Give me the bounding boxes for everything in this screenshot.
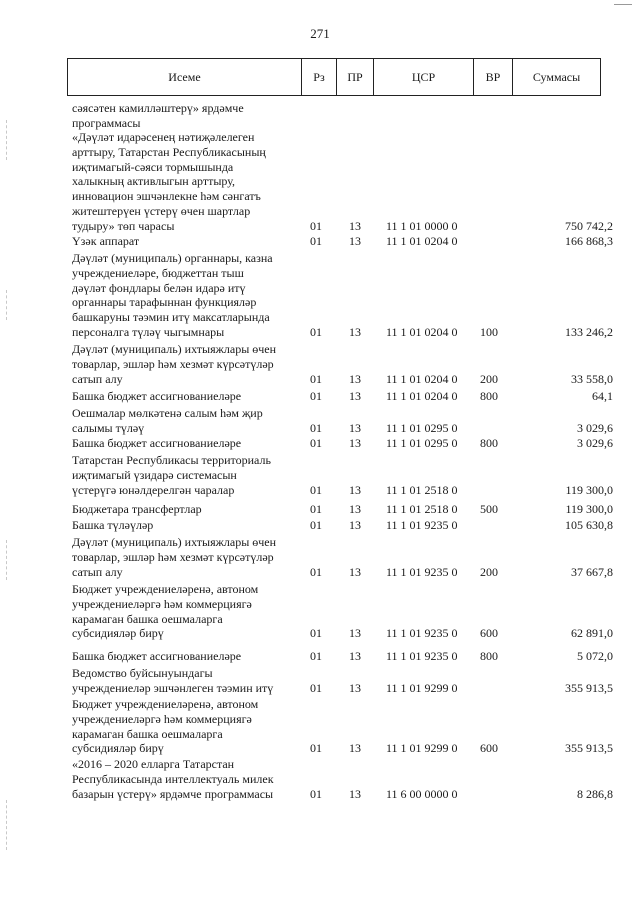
row-name-line: башкаруны тәэмин итү максатларында	[72, 310, 270, 325]
row-csr: 11 6 00 0000 0	[386, 786, 458, 801]
row-sum: 105 630,8	[565, 518, 613, 532]
row-sum: 166 868,3	[565, 234, 613, 248]
row-name-line: үстерүгә юнәлдерелгән чаралар	[72, 482, 235, 497]
row-pr: 13	[349, 626, 361, 641]
row-name-line: халыкның активлыгын арттыру,	[72, 174, 236, 189]
row-vr: 600	[480, 626, 498, 641]
row-name-line: персоналга түләү чыгымнары	[72, 324, 225, 339]
row-name-line: Республикасында интеллектуаль милек	[72, 771, 274, 786]
row-name-line: Дәүләт (муниципаль) ихтыяжлары өчен	[72, 535, 277, 549]
row-sum: 119 300,0	[565, 482, 613, 497]
row-pr: 13	[349, 218, 361, 233]
row-csr: 11 1 01 9235 0	[386, 626, 458, 641]
row-pr: 13	[349, 436, 361, 450]
row-sum: 3 029,6	[577, 420, 613, 435]
row-rz: 01	[310, 518, 322, 532]
row-name-line: сатып алу	[72, 564, 123, 579]
row-name-line: «2016 – 2020 елларга Татарстан	[72, 757, 235, 771]
row-pr: 13	[349, 649, 361, 663]
row-name	[72, 234, 291, 249]
row-rz: 01	[310, 649, 322, 663]
row-pr: 13	[349, 371, 361, 386]
row-sum: 33 558,0	[571, 371, 613, 386]
row-name	[72, 757, 291, 801]
row-name-line: «Дәүләт идарәсенең нәтиҗәлелеген	[72, 130, 255, 144]
row-vr: 200	[480, 564, 498, 579]
row-pr: 13	[349, 234, 361, 248]
row-name-line: субсидияләр бирү	[72, 626, 164, 641]
row-name-line: салымы түләү	[72, 420, 145, 435]
row-rz: 01	[310, 325, 322, 339]
row-csr: 11 1 01 0295 0	[386, 436, 458, 450]
row-pr: 13	[349, 389, 361, 403]
row-sum: 3 029,6	[577, 436, 613, 450]
header-pr: ПР	[337, 59, 374, 96]
row-name-line: иҗтимагый үзидарә системасын	[72, 467, 237, 482]
row-name	[72, 649, 291, 664]
row-name	[72, 130, 291, 234]
row-name-line: Татарстан Республикасы территориаль	[72, 453, 271, 467]
row-name-line: инновацион эшчәнлекне һәм сәнгатъ	[72, 189, 261, 204]
row-name	[72, 697, 291, 756]
row-name-line: Дәүләт (муниципаль) ихтыяжлары өчен	[72, 342, 277, 356]
row-pr: 13	[349, 564, 361, 579]
row-name-line: арттыру, Татарстан Республикасының	[72, 144, 266, 159]
row-name-line: учреждениеләргә һәм коммерциягә	[72, 596, 252, 611]
row-sum: 750 742,2	[565, 218, 613, 233]
row-name-line: Башка бюджет ассигнованиеләре	[72, 649, 242, 663]
row-pr: 13	[349, 420, 361, 435]
row-name-line: Бюджетара трансфертлар	[72, 502, 202, 516]
row-sum: 133 246,2	[565, 325, 613, 339]
row-csr: 11 1 01 0295 0	[386, 420, 458, 435]
row-name-line: Башка бюджет ассигнованиеләре	[72, 436, 242, 450]
row-pr: 13	[349, 741, 361, 756]
row-name-line: базарын үстерү» ярдәмче программасы	[72, 786, 274, 801]
row-name	[72, 666, 291, 696]
row-sum: 37 667,8	[571, 564, 613, 579]
row-name-line: Оешмалар мөлкәтенә салым һәм җир	[72, 406, 263, 420]
row-csr: 11 1 01 0204 0	[386, 389, 458, 403]
row-name-line: тудыру» төп чарасы	[72, 218, 175, 233]
header-name: Исеме	[68, 59, 302, 96]
row-rz: 01	[310, 482, 322, 497]
row-name-line: учреждениеләре, бюджеттан тыш	[72, 265, 244, 280]
row-pr: 13	[349, 518, 361, 532]
row-vr: 600	[480, 741, 498, 756]
row-rz: 01	[310, 680, 322, 695]
row-name	[72, 101, 291, 131]
row-name	[72, 342, 291, 386]
row-name-line: программасы	[72, 115, 141, 130]
row-csr: 11 1 01 0204 0	[386, 371, 458, 386]
row-name-line: иҗтимагый-сәяси тормышында	[72, 159, 234, 174]
row-name	[72, 453, 291, 497]
row-csr: 11 1 01 0000 0	[386, 218, 458, 233]
row-vr: 500	[480, 502, 498, 516]
row-rz: 01	[310, 371, 322, 386]
row-vr: 100	[480, 325, 498, 339]
row-rz: 01	[310, 436, 322, 450]
row-sum: 119 300,0	[565, 502, 613, 516]
row-csr: 11 1 01 9235 0	[386, 564, 458, 579]
row-sum: 8 286,8	[577, 786, 613, 801]
row-name	[72, 251, 291, 340]
row-sum: 64,1	[592, 389, 613, 403]
row-csr: 11 1 01 2518 0	[386, 502, 458, 516]
row-name-line: Бюджет учреждениеләренә, автоном	[72, 697, 259, 711]
header-sum: Суммасы	[513, 59, 601, 96]
row-vr: 200	[480, 371, 498, 386]
row-name	[72, 436, 291, 451]
row-name	[72, 518, 291, 533]
row-name-line: Бюджет учреждениеләренә, автоном	[72, 582, 259, 596]
row-sum: 355 913,5	[565, 741, 613, 756]
row-name-line: дәүләт фондлары белән идарә итү	[72, 280, 246, 295]
row-rz: 01	[310, 741, 322, 756]
row-pr: 13	[349, 502, 361, 516]
row-name	[72, 582, 291, 641]
header-rz: Рз	[302, 59, 337, 96]
row-vr: 800	[480, 649, 498, 663]
row-name-line: Дәүләт (муниципаль) органнары, казна	[72, 251, 273, 265]
row-name-line: карамаган башка оешмаларга	[72, 726, 223, 741]
row-csr: 11 1 01 9299 0	[386, 741, 458, 756]
row-name-line: сатып алу	[72, 371, 123, 386]
row-sum: 355 913,5	[565, 680, 613, 695]
row-name	[72, 535, 291, 579]
row-rz: 01	[310, 234, 322, 248]
row-name	[72, 389, 291, 404]
row-sum: 5 072,0	[577, 649, 613, 663]
row-csr: 11 1 01 0204 0	[386, 325, 458, 339]
row-name-line: субсидияләр бирү	[72, 741, 164, 756]
row-csr: 11 1 01 9299 0	[386, 680, 458, 695]
row-name-line: Башка бюджет ассигнованиеләре	[72, 389, 242, 403]
row-rz: 01	[310, 218, 322, 233]
row-sum: 62 891,0	[571, 626, 613, 641]
row-pr: 13	[349, 482, 361, 497]
row-name-line: учреждениеләргә һәм коммерциягә	[72, 711, 252, 726]
row-csr: 11 1 01 0204 0	[386, 234, 458, 248]
row-name-line: житештерүен үстерү өчен шартлар	[72, 203, 251, 218]
row-name-line: карамаган башка оешмаларга	[72, 611, 223, 626]
row-name-line: Үзәк аппарат	[72, 234, 140, 248]
row-csr: 11 1 01 9235 0	[386, 518, 458, 532]
row-name-line: сәясәтен камилләштерү» ярдәмче	[72, 101, 244, 115]
row-rz: 01	[310, 786, 322, 801]
row-rz: 01	[310, 420, 322, 435]
row-name-line: Ведомство буйсынуындагы	[72, 666, 213, 680]
header-vr: ВР	[474, 59, 513, 96]
row-rz: 01	[310, 626, 322, 641]
row-pr: 13	[349, 680, 361, 695]
row-name-line: товарлар, эшләр һәм хезмәт күрсәтүләр	[72, 549, 274, 564]
row-vr: 800	[480, 389, 498, 403]
row-vr: 800	[480, 436, 498, 450]
row-csr: 11 1 01 2518 0	[386, 482, 458, 497]
row-rz: 01	[310, 564, 322, 579]
row-name	[72, 502, 291, 517]
row-name	[72, 406, 291, 436]
row-name-line: органнары тарафыннан функцияләр	[72, 295, 257, 310]
row-name-line: Башка түләүләр	[72, 518, 154, 532]
page-number: 271	[310, 26, 330, 41]
row-name-line: учреждениеләр эшчәнлеген тәэмин итү	[72, 680, 274, 695]
row-pr: 13	[349, 786, 361, 801]
row-rz: 01	[310, 502, 322, 516]
row-csr: 11 1 01 9235 0	[386, 649, 458, 663]
row-pr: 13	[349, 325, 361, 339]
header-csr: ЦСР	[374, 59, 474, 96]
row-name-line: товарлар, эшләр һәм хезмәт күрсәтүләр	[72, 356, 274, 371]
row-rz: 01	[310, 389, 322, 403]
